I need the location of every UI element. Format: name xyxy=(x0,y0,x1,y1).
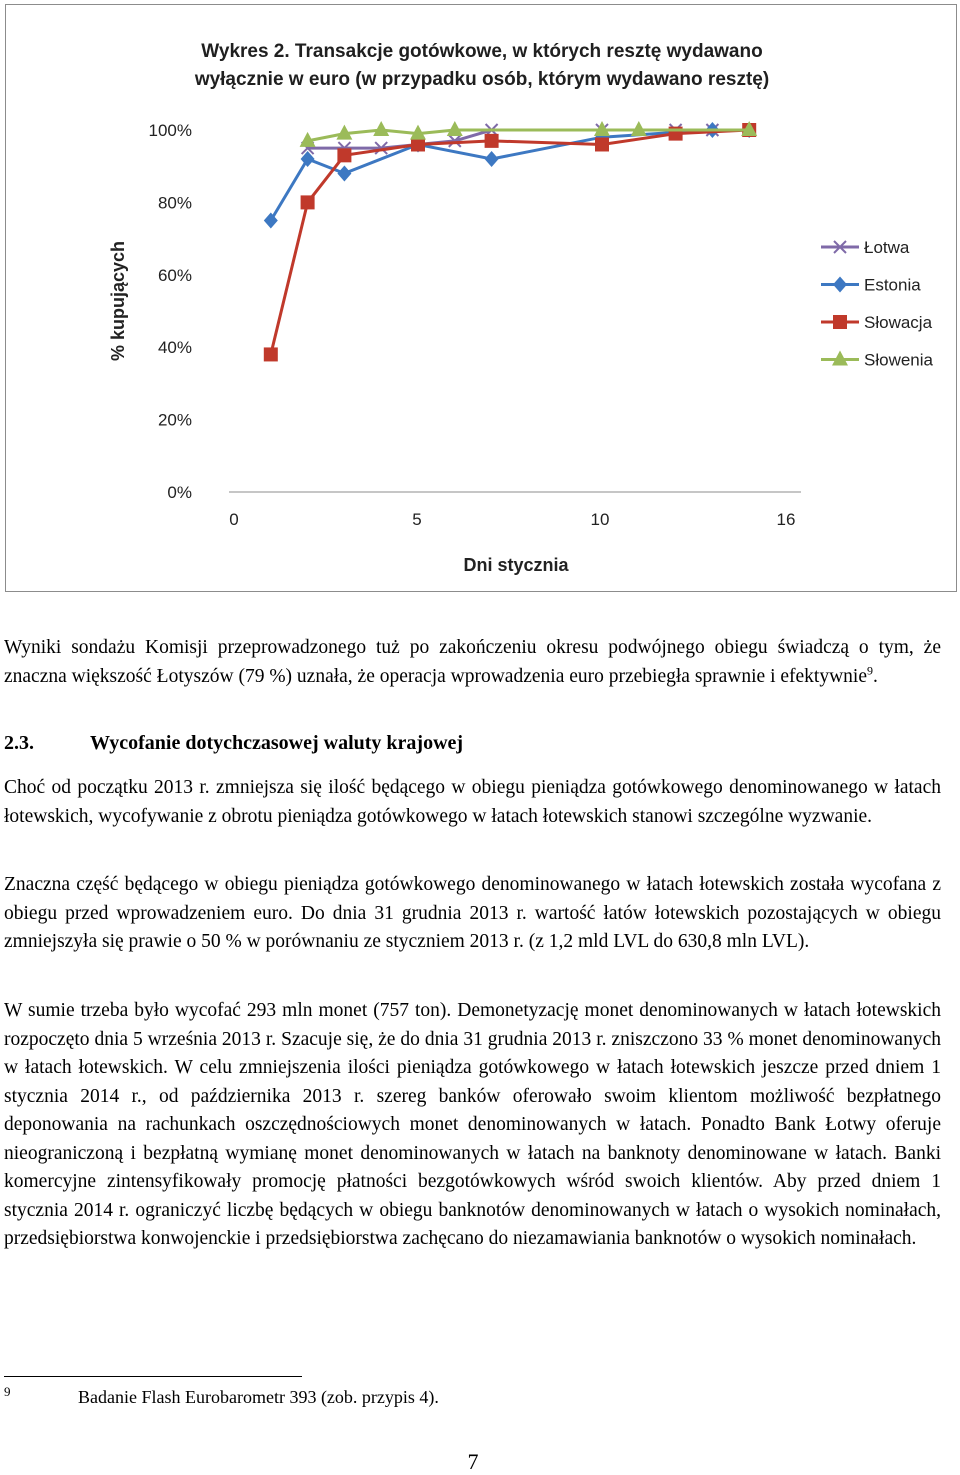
x-tick-label: 0 xyxy=(229,510,239,529)
footnote-reference: 9 xyxy=(867,663,874,677)
legend-swatch-marker xyxy=(833,315,847,329)
chart-title-line-2: wyłącznie w euro (w przypadku osób, którym wydawano resztę) xyxy=(194,69,770,90)
legend-item xyxy=(821,276,921,295)
chart-frame xyxy=(5,4,957,592)
legend xyxy=(821,238,934,370)
section-heading xyxy=(4,732,463,755)
intro-end: . xyxy=(873,665,878,687)
series-layer xyxy=(264,121,757,361)
footnote-separator xyxy=(4,1376,302,1377)
y-tick-label: 80% xyxy=(157,193,192,213)
legend-item xyxy=(821,313,933,332)
section-number: 2.3. xyxy=(4,732,34,754)
legend-label: Łotwa xyxy=(864,238,910,257)
data-point-marker xyxy=(485,134,499,148)
paragraph-3: W sumie trzeba było wycofać 293 mln monet (757 ton). Demonetyzację monet denominowanych w łatach łotewskich rozpoczęto dnia 5 września 2013 r. Szacuje się, że do dnia 31 grudnia 2013 r. zniszczono 33 % monet denominowanych w łatach łotewskich. W celu zmniejszenia ilości pieniądza gotówkowego w łatach łotewskich jeszcze przed dniem 1 stycznia 2014 r., od października 2013 r. szereg banków oferowało swoim klientom możliwość bezpłatnego deponowania na rachunkach oszczędnościowych monet denominowanych w łatach. Ponadto Bank Łotwy oferuje nieograniczoną i bezpłatną wymianę monet denominowanych w łatach na banknoty denominowane w łatach. Banki komercyjne zintensyfikowały promocję płatności bezgotówkowych wśród swoich klientów. Aby przed dniem 1 stycznia 2014 r. ograniczyć liczbę będących w obiegu banknotów denominowanych w łatach o wysokich nominałach, przedsiębiorstwa konwojenckie i przedsiębiorstwa zachęcano do niezamawiania banknotów o wysokich nominałach. xyxy=(4,1000,941,1249)
paragraph-1: Choć od początku 2013 r. zmniejsza się ilość będącego w obiegu pieniądza gotówkowego denominowanego w łatach łotewskich, wycofywanie z obrotu pieniądza gotówkowego w łatach łotewskich stanowi szczególne wyzwanie. xyxy=(4,777,941,827)
legend-swatch-marker xyxy=(833,277,847,293)
data-point-marker xyxy=(373,121,389,136)
x-tick-labels xyxy=(229,510,795,529)
intro-paragraph xyxy=(4,634,941,691)
x-tick-label: 10 xyxy=(590,510,610,529)
data-point-marker xyxy=(595,137,609,151)
data-point-marker xyxy=(337,165,351,181)
page-number: 7 xyxy=(467,1449,479,1474)
y-tick-label: 40% xyxy=(157,338,192,358)
x-axis-title: Dni stycznia xyxy=(463,555,569,575)
series-line xyxy=(271,130,749,354)
data-point-marker xyxy=(485,151,499,167)
x-tick-label: 5 xyxy=(412,510,422,529)
paragraph-2: Znaczna część będącego w obiegu pieniądza gotówkowego denominowanego w łatach łotewskich została wycofana z obiegu przed wprowadzeniem euro. Do dnia 31 grudnia 2013 r. wartość łatów łotewskich pozostających w obiegu zmniejszyła się prawie o 50 % w porównaniu ze styczniem 2013 r. (z 1,2 mld LVL do 630,8 mln LVL). xyxy=(4,874,941,952)
data-point-marker xyxy=(337,148,351,162)
footnote-number: 9 xyxy=(4,1384,11,1399)
legend-label: Estonia xyxy=(864,275,921,295)
y-tick-label: 60% xyxy=(157,265,192,285)
legend-item xyxy=(821,238,910,257)
x-tick-label: 16 xyxy=(776,510,796,529)
legend-label: Słowacja xyxy=(864,313,933,332)
y-axis-title: % kupujących xyxy=(108,240,128,362)
legend-item xyxy=(821,351,934,370)
y-tick-label: 0% xyxy=(167,483,192,502)
footnote-text: Badanie Flash Eurobarometr 393 (zob. przypis 4). xyxy=(78,1387,439,1407)
chart-title-line-1: Wykres 2. Transakcje gotówkowe, w których resztę wydawano xyxy=(201,41,763,62)
series-Słowacja xyxy=(264,123,756,361)
y-tick-label: 100% xyxy=(148,121,192,140)
data-point-marker xyxy=(301,195,315,209)
section-title: Wycofanie dotychczasowej waluty krajowej xyxy=(90,732,464,754)
line-chart xyxy=(6,5,956,591)
y-tick-label: 20% xyxy=(157,410,192,430)
legend-label: Słowenia xyxy=(864,350,933,370)
intro-text: Wyniki sondażu Komisji przeprowadzonego tuż po zakończeniu okresu podwójnego obiegu świadczą o tym, że znaczna większość Łotyszów (79 %) uznała, że operacja wprowadzenia euro przebiegła sprawnie i efektywnie xyxy=(4,637,941,687)
data-point-marker xyxy=(264,347,278,361)
y-tick-labels xyxy=(149,121,192,502)
